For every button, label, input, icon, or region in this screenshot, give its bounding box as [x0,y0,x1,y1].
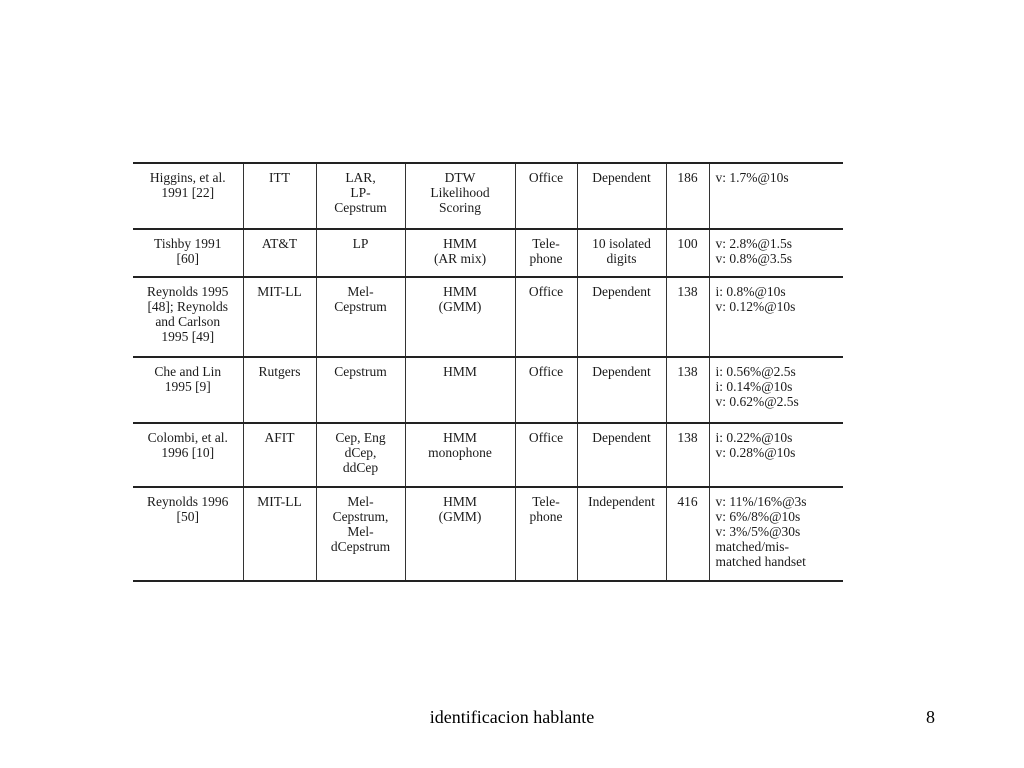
cell-line: phone [529,251,563,266]
cell-method [405,423,515,487]
cell-source [133,487,243,581]
cell-line: MIT-LL [257,494,302,509]
cell-line: 186 [677,170,698,185]
table-row [133,163,843,229]
cell-line: ITT [269,170,290,185]
cell-line: Office [528,364,564,379]
cell-features [316,229,405,277]
cell-line: matched handset [715,554,806,569]
cell-line: Reynolds 1995 [147,284,229,299]
cell-line: AT&T [261,236,298,251]
cell-line: 1996 [10] [161,445,215,460]
cell-population [666,487,709,581]
cell-line: Rutgers [258,364,301,379]
cell-text [577,357,666,423]
cell-line: ddCep [342,460,379,475]
cell-line: i: 0.14%@10s [715,379,793,394]
cell-source [133,357,243,423]
table-row [133,487,843,581]
cell-org [243,487,316,581]
cell-line: i: 0.56%@2.5s [715,364,796,379]
cell-features [316,357,405,423]
cell-source [133,163,243,229]
cell-method [405,229,515,277]
cell-line: 416 [677,494,698,509]
cell-line: Tele- [532,236,560,251]
cell-error [709,423,843,487]
cell-line: Scoring [439,200,481,215]
cell-features [316,487,405,581]
cell-line: MIT-LL [257,284,302,299]
cell-line: 138 [677,430,698,445]
cell-population [666,229,709,277]
cell-line: Dependent [592,364,651,379]
cell-line: Dependent [592,284,651,299]
cell-error [709,229,843,277]
cell-line: i: 0.22%@10s [715,430,793,445]
cell-text [577,277,666,357]
cell-org [243,229,316,277]
cell-line: Cepstrum [334,364,387,379]
cell-source [133,277,243,357]
cell-line: Cep, Eng [335,430,386,445]
cell-line: phone [529,509,563,524]
cell-line: LAR, [345,170,376,185]
cell-line: Mel- [347,284,374,299]
cell-line: [60] [176,251,199,266]
cell-line: Mel- [347,494,374,509]
cell-line: v: 0.62%@2.5s [715,394,799,409]
cell-line: (AR mix) [433,251,487,266]
cell-line: Higgins, et al. [149,170,226,185]
cell-input [515,423,577,487]
cell-line: Colombi, et al. [147,430,228,445]
footer-title: identificacion hablante [429,707,595,727]
cell-population [666,277,709,357]
cell-line: v: 3%/5%@30s [715,524,801,539]
cell-input [515,163,577,229]
cell-line: Mel- [347,524,374,539]
cell-population [666,423,709,487]
cell-line: 100 [677,236,698,251]
cell-method [405,357,515,423]
cell-line: HMM [443,494,477,509]
cell-line: [48]; Reynolds [147,299,229,314]
cell-line: matched/mis- [715,539,789,554]
cell-line: Tishby 1991 [154,236,222,251]
table-row [133,357,843,423]
cell-line: HMM [443,236,477,251]
cell-features [316,277,405,357]
cell-text [577,423,666,487]
cell-error [709,357,843,423]
cell-line: LP [352,236,369,251]
cell-line: Office [528,284,564,299]
cell-line: HMM [443,364,477,379]
cell-line: DTW [444,170,476,185]
cell-method [405,277,515,357]
cell-line: Cepstrum [334,299,387,314]
cell-line: AFIT [264,430,295,445]
comparison-table [133,162,843,582]
cell-text [577,229,666,277]
cell-line: 138 [677,284,698,299]
cell-line: and Carlson [155,314,221,329]
cell-line: v: 0.28%@10s [715,445,796,460]
cell-line: 10 isolated [592,236,651,251]
cell-line: v: 2.8%@1.5s [715,236,793,251]
cell-line: v: 6%/8%@10s [715,509,801,524]
cell-line: v: 0.12%@10s [715,299,796,314]
cell-source [133,229,243,277]
cell-line: [50] [176,509,199,524]
cell-line: dCep, [344,445,377,460]
cell-input [515,357,577,423]
cell-line: Likelihood [430,185,490,200]
cell-line: Reynolds 1996 [147,494,229,509]
cell-text [577,163,666,229]
cell-method [405,487,515,581]
cell-error [709,487,843,581]
cell-line: i: 0.8%@10s [715,284,786,299]
cell-population [666,357,709,423]
cell-line: Office [528,170,564,185]
cell-line: (GMM) [438,299,482,314]
cell-line: Cepstrum [334,200,387,215]
cell-line: Independent [588,494,655,509]
table-row [133,277,843,357]
cell-line: 1991 [22] [161,185,215,200]
cell-line: HMM [443,284,477,299]
cell-line: v: 0.8%@3.5s [715,251,793,266]
cell-error [709,163,843,229]
table-row [133,423,843,487]
cell-line: Dependent [592,430,651,445]
cell-org [243,163,316,229]
cell-input [515,229,577,277]
cell-line: 1995 [49] [161,329,215,344]
cell-org [243,277,316,357]
cell-line: monophone [428,445,492,460]
cell-method [405,163,515,229]
cell-line: v: 1.7%@10s [715,170,789,185]
cell-line: Che and Lin [154,364,222,379]
cell-line: 1995 [9] [164,379,211,394]
cell-population [666,163,709,229]
cell-line: Tele- [532,494,560,509]
cell-line: Office [528,430,564,445]
cell-line: (GMM) [438,509,482,524]
cell-line: 138 [677,364,698,379]
cell-source [133,423,243,487]
cell-features [316,423,405,487]
cell-line: Dependent [592,170,651,185]
cell-line: digits [606,251,637,266]
cell-line: v: 11%/16%@3s [715,494,807,509]
cell-org [243,357,316,423]
cell-text [577,487,666,581]
cell-input [515,487,577,581]
cell-line: dCepstrum [330,539,391,554]
cell-line: LP- [350,185,371,200]
cell-line: HMM [443,430,477,445]
cell-error [709,277,843,357]
cell-org [243,423,316,487]
page-number: 8 [926,707,935,727]
table-row [133,229,843,277]
cell-input [515,277,577,357]
cell-line: Cepstrum, [332,509,389,524]
cell-features [316,163,405,229]
